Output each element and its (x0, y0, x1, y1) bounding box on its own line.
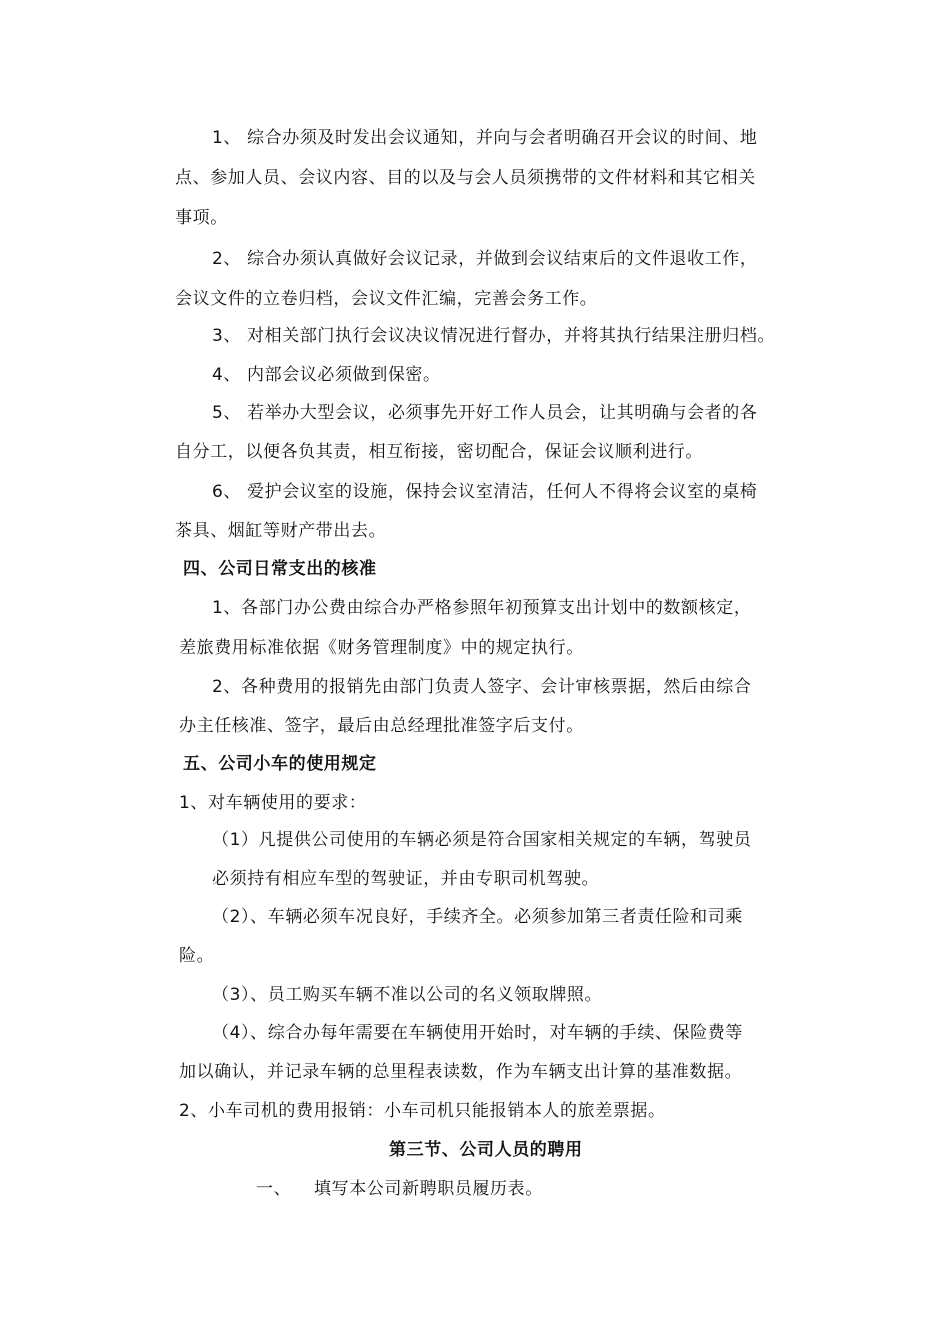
section-4-item-1-line-2: 差旅费用标准依据《财务管理制度》中的规定执行。 (179, 638, 584, 658)
meeting-rule-5-line-2: 自分工，以便各负其责，相互衔接，密切配合，保证会议顺利进行。 (175, 442, 703, 462)
section-5-para-4-line-1: （4）、综合办每年需要在车辆使用开始时，对车辆的手续、保险费等 (212, 1023, 743, 1043)
section-5-sub-2: 2、小车司机的费用报销：小车司机只能报销本人的旅差票据。 (179, 1101, 666, 1121)
section-5-para-2-line-1: （2）、车辆必须车况良好，手续齐全。必须参加第三者责任险和司乘 (212, 907, 743, 927)
section-5-para-3-line-1: （3）、员工购买车辆不准以公司的名义领取牌照。 (212, 985, 603, 1005)
section-4-item-2-line-2: 办主任核准、签字，最后由总经理批准签字后支付。 (179, 716, 584, 736)
section-three-title: 第三节、公司人员的聘用 (389, 1140, 583, 1160)
section-5-para-2-line-2: 险。 (179, 946, 215, 966)
meeting-rule-5-line-1: 5、 若举办大型会议，必须事先开好工作人员会，让其明确与会者的各 (212, 403, 758, 423)
section-5-para-1-line-2: 必须持有相应车型的驾驶证，并由专职司机驾驶。 (212, 869, 600, 889)
section-5-sub-1: 1、对车辆使用的要求： (179, 793, 367, 813)
section-three-item-1-text: 填写本公司新聘职员履历表。 (314, 1179, 543, 1199)
meeting-rule-6-line-2: 茶具、烟缸等财产带出去。 (175, 521, 387, 541)
meeting-rule-2-line-1: 2、 综合办须认真做好会议记录，并做到会议结束后的文件退收工作， (212, 249, 758, 269)
meeting-rule-2-line-2: 会议文件的立卷归档，会议文件汇编，完善会务工作。 (175, 289, 598, 309)
section-4-heading: 四、公司日常支出的核准 (183, 559, 377, 579)
section-4-item-1-line-1: 1、各部门办公费由综合办严格参照年初预算支出计划中的数额核定， (212, 598, 752, 618)
meeting-rule-3-line-1: 3、 对相关部门执行会议决议情况进行督办，并将其执行结果注册归档。 (212, 326, 776, 346)
meeting-rule-1-line-1: 1、 综合办须及时发出会议通知，并向与会者明确召开会议的时间、地 (212, 128, 758, 148)
meeting-rule-6-line-1: 6、 爱护会议室的设施，保持会议室清洁，任何人不得将会议室的桌椅 (212, 482, 758, 502)
section-4-item-2-line-1: 2、各种费用的报销先由部门负责人签字、会计审核票据，然后由综合 (212, 677, 752, 697)
section-5-heading: 五、公司小车的使用规定 (183, 754, 377, 774)
section-5-para-1-line-1: （1）凡提供公司使用的车辆必须是符合国家相关规定的车辆，驾驶员 (212, 830, 752, 850)
section-5-para-4-line-2: 加以确认，并记录车辆的总里程表读数，作为车辆支出计算的基准数据。 (179, 1062, 743, 1082)
section-three-item-1-number: 一、 (256, 1179, 292, 1199)
meeting-rule-1-line-3: 事项。 (175, 208, 228, 228)
meeting-rule-1-line-2: 点、参加人员、会议内容、目的以及与会人员须携带的文件材料和其它相关 (175, 168, 756, 188)
meeting-rule-4-line-1: 4、 内部会议必须做到保密。 (212, 365, 441, 385)
